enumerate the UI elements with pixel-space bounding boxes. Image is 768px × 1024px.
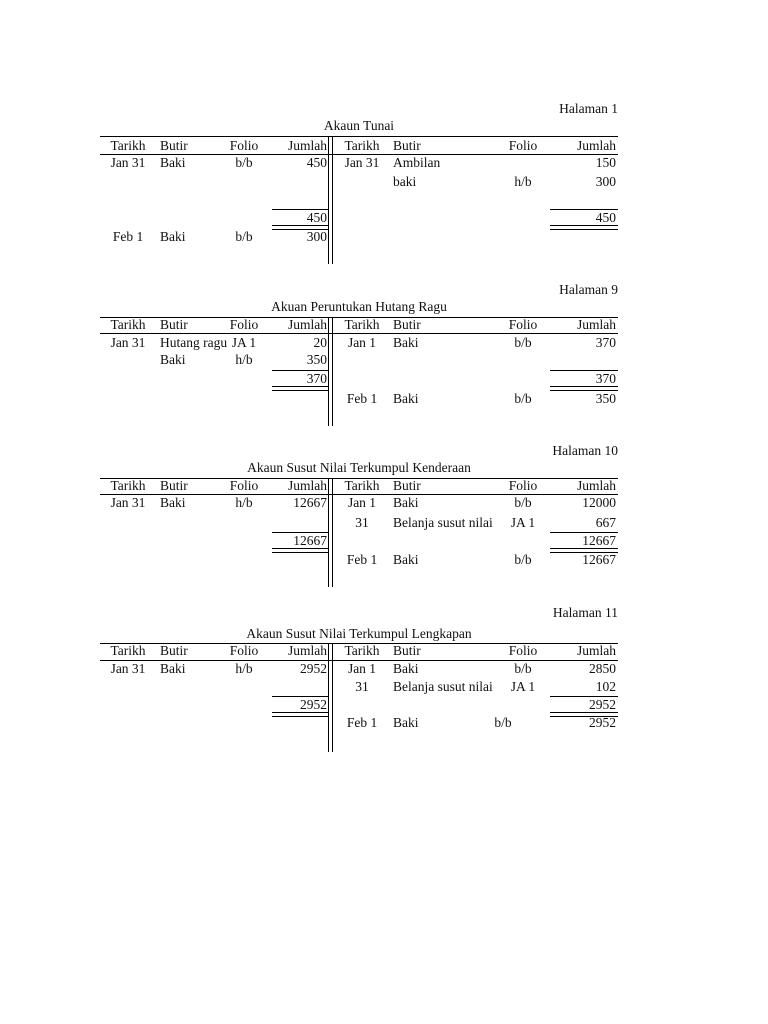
header-folio: Folio bbox=[508, 138, 538, 153]
ledger-susut-nilai-lengkapan bbox=[100, 605, 618, 755]
credit-amount: 667 bbox=[595, 515, 616, 530]
debit-amount: 2952 bbox=[300, 661, 327, 676]
credit-particulars: Belanja susut nilai bbox=[393, 515, 493, 530]
header-folio: Folio bbox=[508, 478, 538, 493]
credit-amount: 300 bbox=[595, 174, 616, 189]
credit-total-box bbox=[550, 532, 618, 549]
credit-date: Feb 1 bbox=[346, 391, 378, 406]
credit-particulars: Baki bbox=[393, 335, 419, 350]
ledger-akaun-tunai bbox=[100, 101, 618, 271]
credit-folio: b/b bbox=[514, 391, 532, 406]
header-tarikh: Tarikh bbox=[110, 317, 146, 332]
credit-date: Jan 1 bbox=[347, 495, 377, 510]
credit-amount: 12667 bbox=[582, 552, 616, 567]
header-jumlah: Jumlah bbox=[577, 138, 616, 153]
header-butir: Butir bbox=[393, 138, 421, 153]
header-tarikh: Tarikh bbox=[344, 478, 380, 493]
page-number: Halaman 10 bbox=[552, 443, 618, 458]
credit-amount: 350 bbox=[595, 391, 616, 406]
debit-particulars: Hutang ragu bbox=[160, 335, 228, 350]
header-butir: Butir bbox=[160, 478, 188, 493]
account-title: Akuan Peruntukan Hutang Ragu bbox=[271, 299, 447, 314]
debit-total-double-rule bbox=[272, 548, 328, 553]
debit-total: 450 bbox=[306, 210, 327, 225]
credit-total: 450 bbox=[595, 210, 616, 225]
debit-amount: 12667 bbox=[293, 495, 327, 510]
debit-date: Feb 1 bbox=[112, 229, 144, 244]
debit-total-box bbox=[272, 532, 328, 549]
credit-folio: JA 1 bbox=[510, 515, 536, 530]
credit-total: 370 bbox=[595, 371, 616, 386]
credit-total-box bbox=[550, 209, 618, 226]
header-folio: Folio bbox=[508, 643, 538, 658]
header-folio: Folio bbox=[229, 317, 259, 332]
page-number: Halaman 1 bbox=[559, 101, 618, 116]
header-butir: Butir bbox=[393, 478, 421, 493]
debit-particulars: Baki bbox=[160, 229, 186, 244]
debit-total: 370 bbox=[306, 371, 327, 386]
header-jumlah: Jumlah bbox=[288, 643, 327, 658]
credit-date: Jan 31 bbox=[344, 155, 380, 170]
header-tarikh: Tarikh bbox=[344, 643, 380, 658]
credit-total: 2952 bbox=[589, 697, 616, 712]
credit-amount: 370 bbox=[595, 335, 616, 350]
debit-particulars: Baki bbox=[160, 155, 186, 170]
credit-particulars: Baki bbox=[393, 715, 419, 730]
credit-folio: b/b bbox=[514, 552, 532, 567]
header-tarikh: Tarikh bbox=[110, 643, 146, 658]
debit-total-box bbox=[272, 370, 328, 387]
credit-particulars: Baki bbox=[393, 552, 419, 567]
header-folio: Folio bbox=[229, 643, 259, 658]
credit-folio: b/b bbox=[514, 335, 532, 350]
debit-amount: 20 bbox=[313, 335, 327, 350]
credit-particulars: Baki bbox=[393, 495, 419, 510]
debit-particulars: Baki bbox=[160, 352, 186, 367]
credit-date: Jan 1 bbox=[347, 335, 377, 350]
debit-particulars: Baki bbox=[160, 495, 186, 510]
credit-folio: h/b bbox=[514, 174, 532, 189]
header-jumlah: Jumlah bbox=[577, 317, 616, 332]
debit-particulars: Baki bbox=[160, 661, 186, 676]
credit-particulars: Baki bbox=[393, 661, 419, 676]
header-tarikh: Tarikh bbox=[344, 317, 380, 332]
debit-amount: 300 bbox=[306, 229, 327, 244]
debit-amount: 450 bbox=[306, 155, 327, 170]
credit-date: Feb 1 bbox=[346, 715, 378, 730]
header-jumlah: Jumlah bbox=[288, 317, 327, 332]
credit-particulars: Ambilan bbox=[393, 155, 441, 170]
credit-folio: b/b bbox=[494, 715, 512, 730]
page-number: Halaman 11 bbox=[552, 605, 618, 620]
credit-amount: 150 bbox=[595, 155, 616, 170]
header-folio: Folio bbox=[508, 317, 538, 332]
credit-date: 31 bbox=[355, 515, 369, 530]
header-jumlah: Jumlah bbox=[577, 478, 616, 493]
account-title: Akaun Tunai bbox=[323, 118, 395, 133]
credit-particulars: Belanja susut nilai bbox=[393, 679, 493, 694]
debit-folio: b/b bbox=[235, 229, 253, 244]
account-title: Akaun Susut Nilai Terkumpul Lengkapan bbox=[246, 626, 472, 641]
header-tarikh: Tarikh bbox=[344, 138, 380, 153]
header-jumlah: Jumlah bbox=[577, 643, 616, 658]
debit-date: Jan 31 bbox=[110, 495, 146, 510]
header-jumlah: Jumlah bbox=[288, 478, 327, 493]
account-title: Akaun Susut Nilai Terkumpul Kenderaan bbox=[247, 460, 471, 475]
credit-date: Feb 1 bbox=[346, 552, 378, 567]
header-folio: Folio bbox=[229, 138, 259, 153]
credit-amount: 2850 bbox=[589, 661, 616, 676]
credit-folio: b/b bbox=[514, 661, 532, 676]
debit-date: Jan 31 bbox=[110, 661, 146, 676]
header-tarikh: Tarikh bbox=[110, 478, 146, 493]
debit-folio: JA 1 bbox=[231, 335, 257, 350]
header-bottom-rule bbox=[100, 333, 618, 334]
debit-folio: h/b bbox=[235, 495, 253, 510]
header-tarikh: Tarikh bbox=[110, 138, 146, 153]
header-butir: Butir bbox=[393, 643, 421, 658]
debit-total-double-rule bbox=[272, 712, 328, 717]
double-divider bbox=[328, 136, 333, 264]
debit-folio: h/b bbox=[235, 661, 253, 676]
header-butir: Butir bbox=[160, 317, 188, 332]
debit-total-box bbox=[272, 696, 328, 713]
header-butir: Butir bbox=[160, 643, 188, 658]
credit-folio: b/b bbox=[514, 495, 532, 510]
header-top-rule bbox=[100, 136, 618, 137]
header-butir: Butir bbox=[393, 317, 421, 332]
debit-date: Jan 31 bbox=[110, 155, 146, 170]
header-butir: Butir bbox=[160, 138, 188, 153]
header-folio: Folio bbox=[229, 478, 259, 493]
credit-particulars: Baki bbox=[393, 391, 419, 406]
page-number: Halaman 9 bbox=[559, 282, 618, 297]
credit-amount: 12000 bbox=[582, 495, 616, 510]
debit-total: 2952 bbox=[300, 697, 327, 712]
debit-date: Jan 31 bbox=[110, 335, 146, 350]
credit-date: Jan 1 bbox=[347, 661, 377, 676]
credit-date: 31 bbox=[355, 679, 369, 694]
debit-folio: h/b bbox=[235, 352, 253, 367]
debit-total-double-rule bbox=[272, 386, 328, 391]
credit-amount: 102 bbox=[595, 679, 616, 694]
credit-total-box bbox=[550, 370, 618, 387]
debit-folio: b/b bbox=[235, 155, 253, 170]
debit-amount: 350 bbox=[306, 352, 327, 367]
credit-total: 12667 bbox=[582, 533, 616, 548]
credit-total-double-rule bbox=[550, 225, 618, 230]
debit-total: 12667 bbox=[293, 533, 327, 548]
credit-particulars: baki bbox=[393, 174, 417, 189]
ledger-susut-nilai-kenderaan bbox=[100, 443, 618, 593]
credit-folio: JA 1 bbox=[510, 679, 536, 694]
ledger-peruntukan-hutang-ragu bbox=[100, 282, 618, 432]
header-jumlah: Jumlah bbox=[288, 138, 327, 153]
credit-total-box bbox=[550, 696, 618, 713]
debit-total-box bbox=[272, 209, 328, 226]
credit-amount: 2952 bbox=[589, 715, 616, 730]
